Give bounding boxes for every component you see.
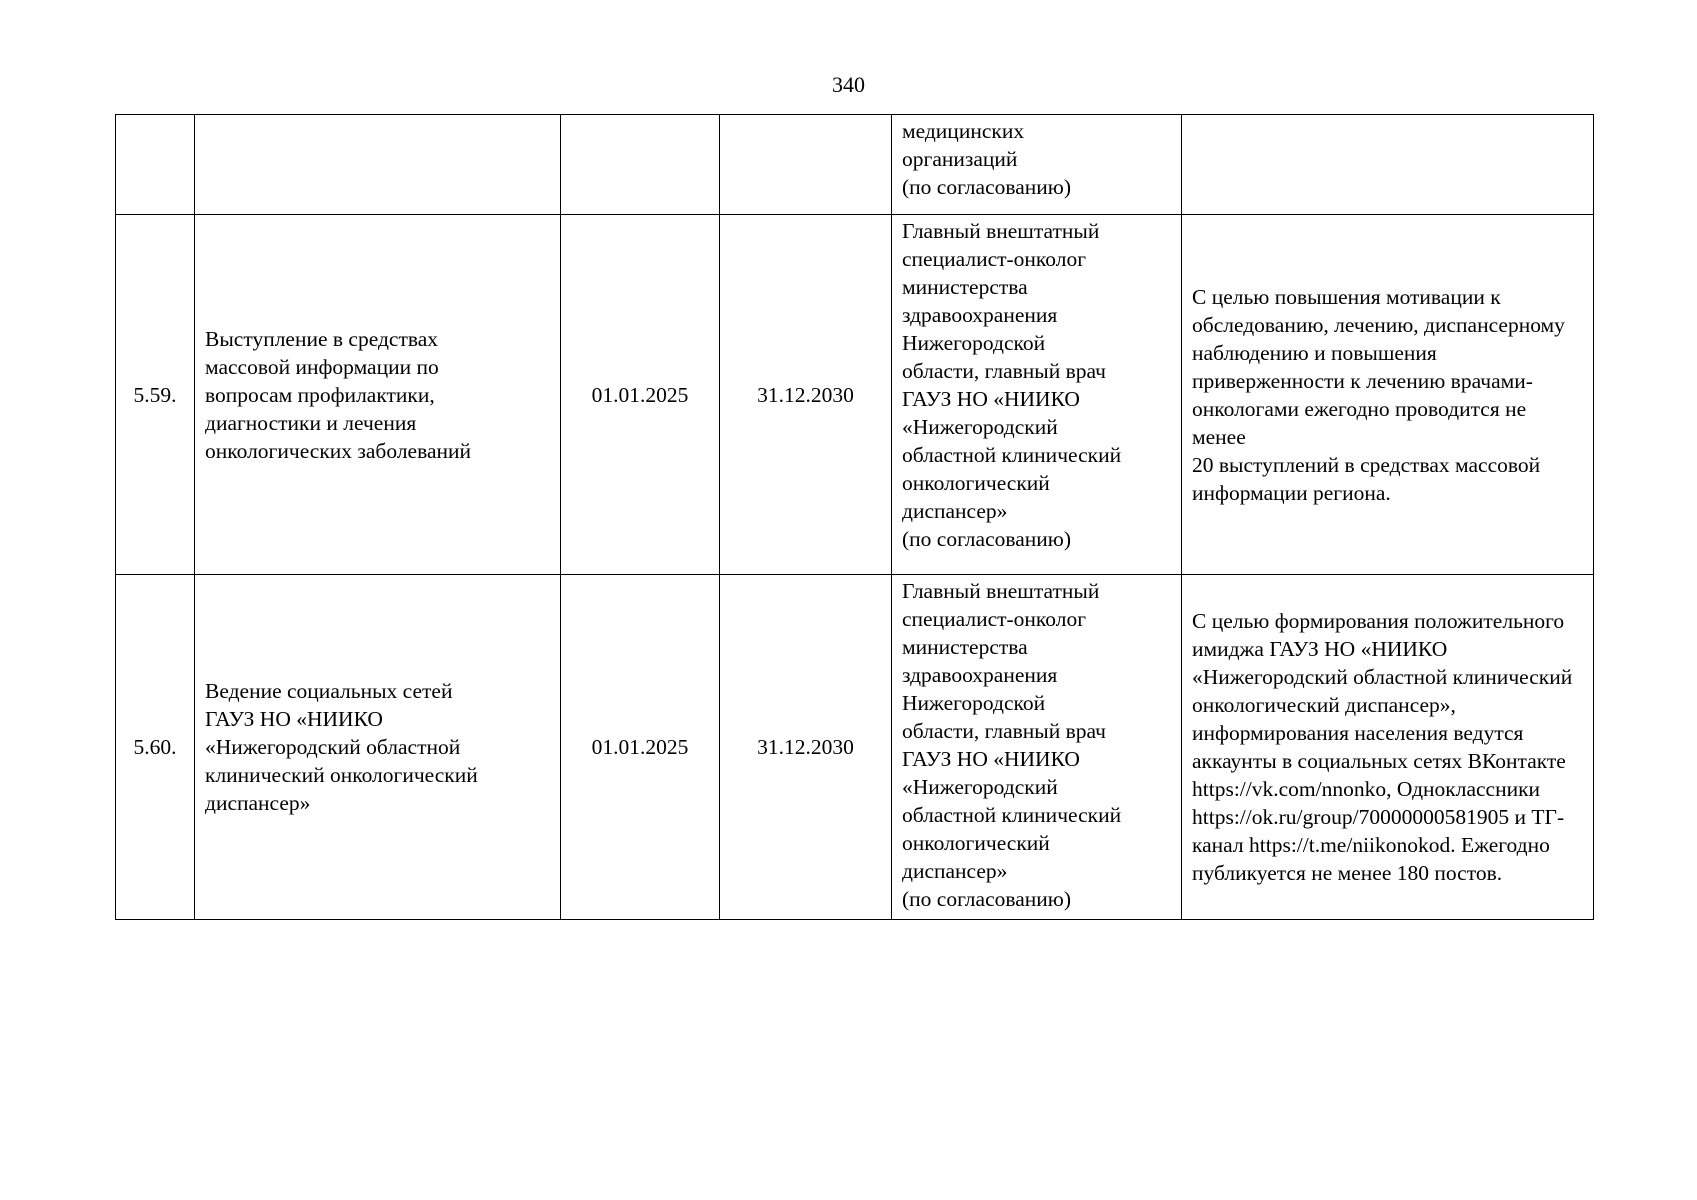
item-number-cell: 5.60. bbox=[116, 575, 195, 920]
result-cell: С целью повышения мотивации к обследованию, лечению, диспансерному наблюдению и повышения приверженности к лечению врачами- онкологами ежегодно проводится не менее 20 выступлений в средствах массовой информации региона. bbox=[1182, 215, 1594, 575]
item-number-cell bbox=[116, 115, 195, 215]
responsible-cell: Главный внештатный специалист-онколог министерства здравоохранения Нижегородской области, главный врач ГАУЗ НО «НИИКО «Нижегородский областной клинический онкологический диспансер» (по согласованию) bbox=[892, 575, 1182, 920]
table-row bbox=[116, 115, 1594, 215]
start-date-cell: 01.01.2025 bbox=[561, 575, 720, 920]
end-date-cell bbox=[720, 115, 892, 215]
table-row bbox=[116, 575, 1594, 920]
measure-title-cell: Ведение социальных сетей ГАУЗ НО «НИИКО «Нижегородский областной клинический онкологический диспансер» bbox=[195, 575, 561, 920]
end-date-cell: 31.12.2030 bbox=[720, 215, 892, 575]
item-number-cell: 5.59. bbox=[116, 215, 195, 575]
page-number: 340 bbox=[832, 72, 865, 97]
table-row bbox=[116, 215, 1594, 575]
responsible-cell: медицинских организаций (по согласованию) bbox=[892, 115, 1182, 215]
result-cell: С целью формирования положительного имиджа ГАУЗ НО «НИИКО «Нижегородский областной клинический онкологический диспансер», информирования населения ведутся аккаунты в социальных сетях ВКонтакте https://vk.com/nnonko, Одноклассники https://ok.ru/group/70000000581905 и ТГ- канал https://t.me/niikonokod. Ежегодно публикуется не менее 180 постов. bbox=[1182, 575, 1594, 920]
start-date-cell bbox=[561, 115, 720, 215]
measures-table bbox=[115, 114, 1594, 920]
measure-title-cell: Выступление в средствах массовой информации по вопросам профилактики, диагностики и лечения онкологических заболеваний bbox=[195, 215, 561, 575]
measure-title-cell bbox=[195, 115, 561, 215]
responsible-cell: Главный внештатный специалист-онколог министерства здравоохранения Нижегородской области, главный врач ГАУЗ НО «НИИКО «Нижегородский областной клинический онкологический диспансер» (по согласованию) bbox=[892, 215, 1182, 575]
result-cell bbox=[1182, 115, 1594, 215]
end-date-cell: 31.12.2030 bbox=[720, 575, 892, 920]
start-date-cell: 01.01.2025 bbox=[561, 215, 720, 575]
